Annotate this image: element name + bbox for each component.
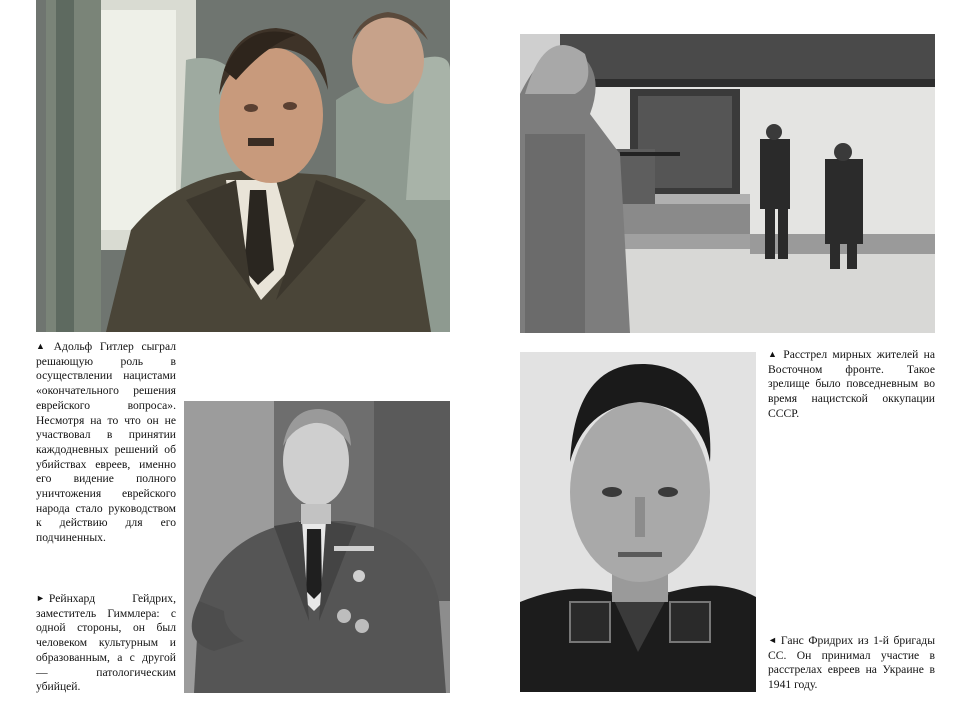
execution-caption-text: Расстрел мирных жителей на Восточном фронте. Такое зрелище было повседневным во время нацистской оккупации СССР. [768, 348, 935, 420]
friedrich-caption-text: Ганс Фридрих из 1-й бригады СС. Он принимал участие в расстрелах евреев на Украине в 1941 году. [768, 634, 935, 692]
friedrich-photo-image [520, 352, 756, 692]
caption-marker-up-icon: ▲ [36, 341, 50, 351]
hitler-caption [36, 340, 176, 546]
caption-marker-right-icon: ► [36, 593, 45, 603]
heydrich-photo [184, 401, 450, 693]
caption-marker-left-icon: ◄ [768, 635, 777, 645]
hitler-photo-image [36, 0, 450, 332]
heydrich-caption-text: Рейнхард Гейдрих, заместитель Гиммлера: с одной стороны, он был человеком культурным и образованным, а с другой — патологическим убийцей. [36, 592, 176, 694]
execution-photo-image [520, 34, 935, 333]
heydrich-photo-image [184, 401, 450, 693]
caption-marker-up-icon: ▲ [768, 349, 780, 359]
hitler-caption-text: Адольф Гитлер сыграл решающую роль в осуществлении нацистами «окончательного решения еврейского вопроса». Несмотря на то что он не участвовал в принятии каждодневных решений об убийствах евреев, именно его видение полного уничтожения еврейского народа стало руководством к действию для его подчиненных. [36, 340, 176, 545]
execution-photo [520, 34, 935, 333]
friedrich-photo [520, 352, 756, 692]
friedrich-caption [768, 634, 935, 693]
heydrich-caption [36, 592, 176, 695]
hitler-photo [36, 0, 450, 332]
execution-caption [768, 348, 935, 422]
